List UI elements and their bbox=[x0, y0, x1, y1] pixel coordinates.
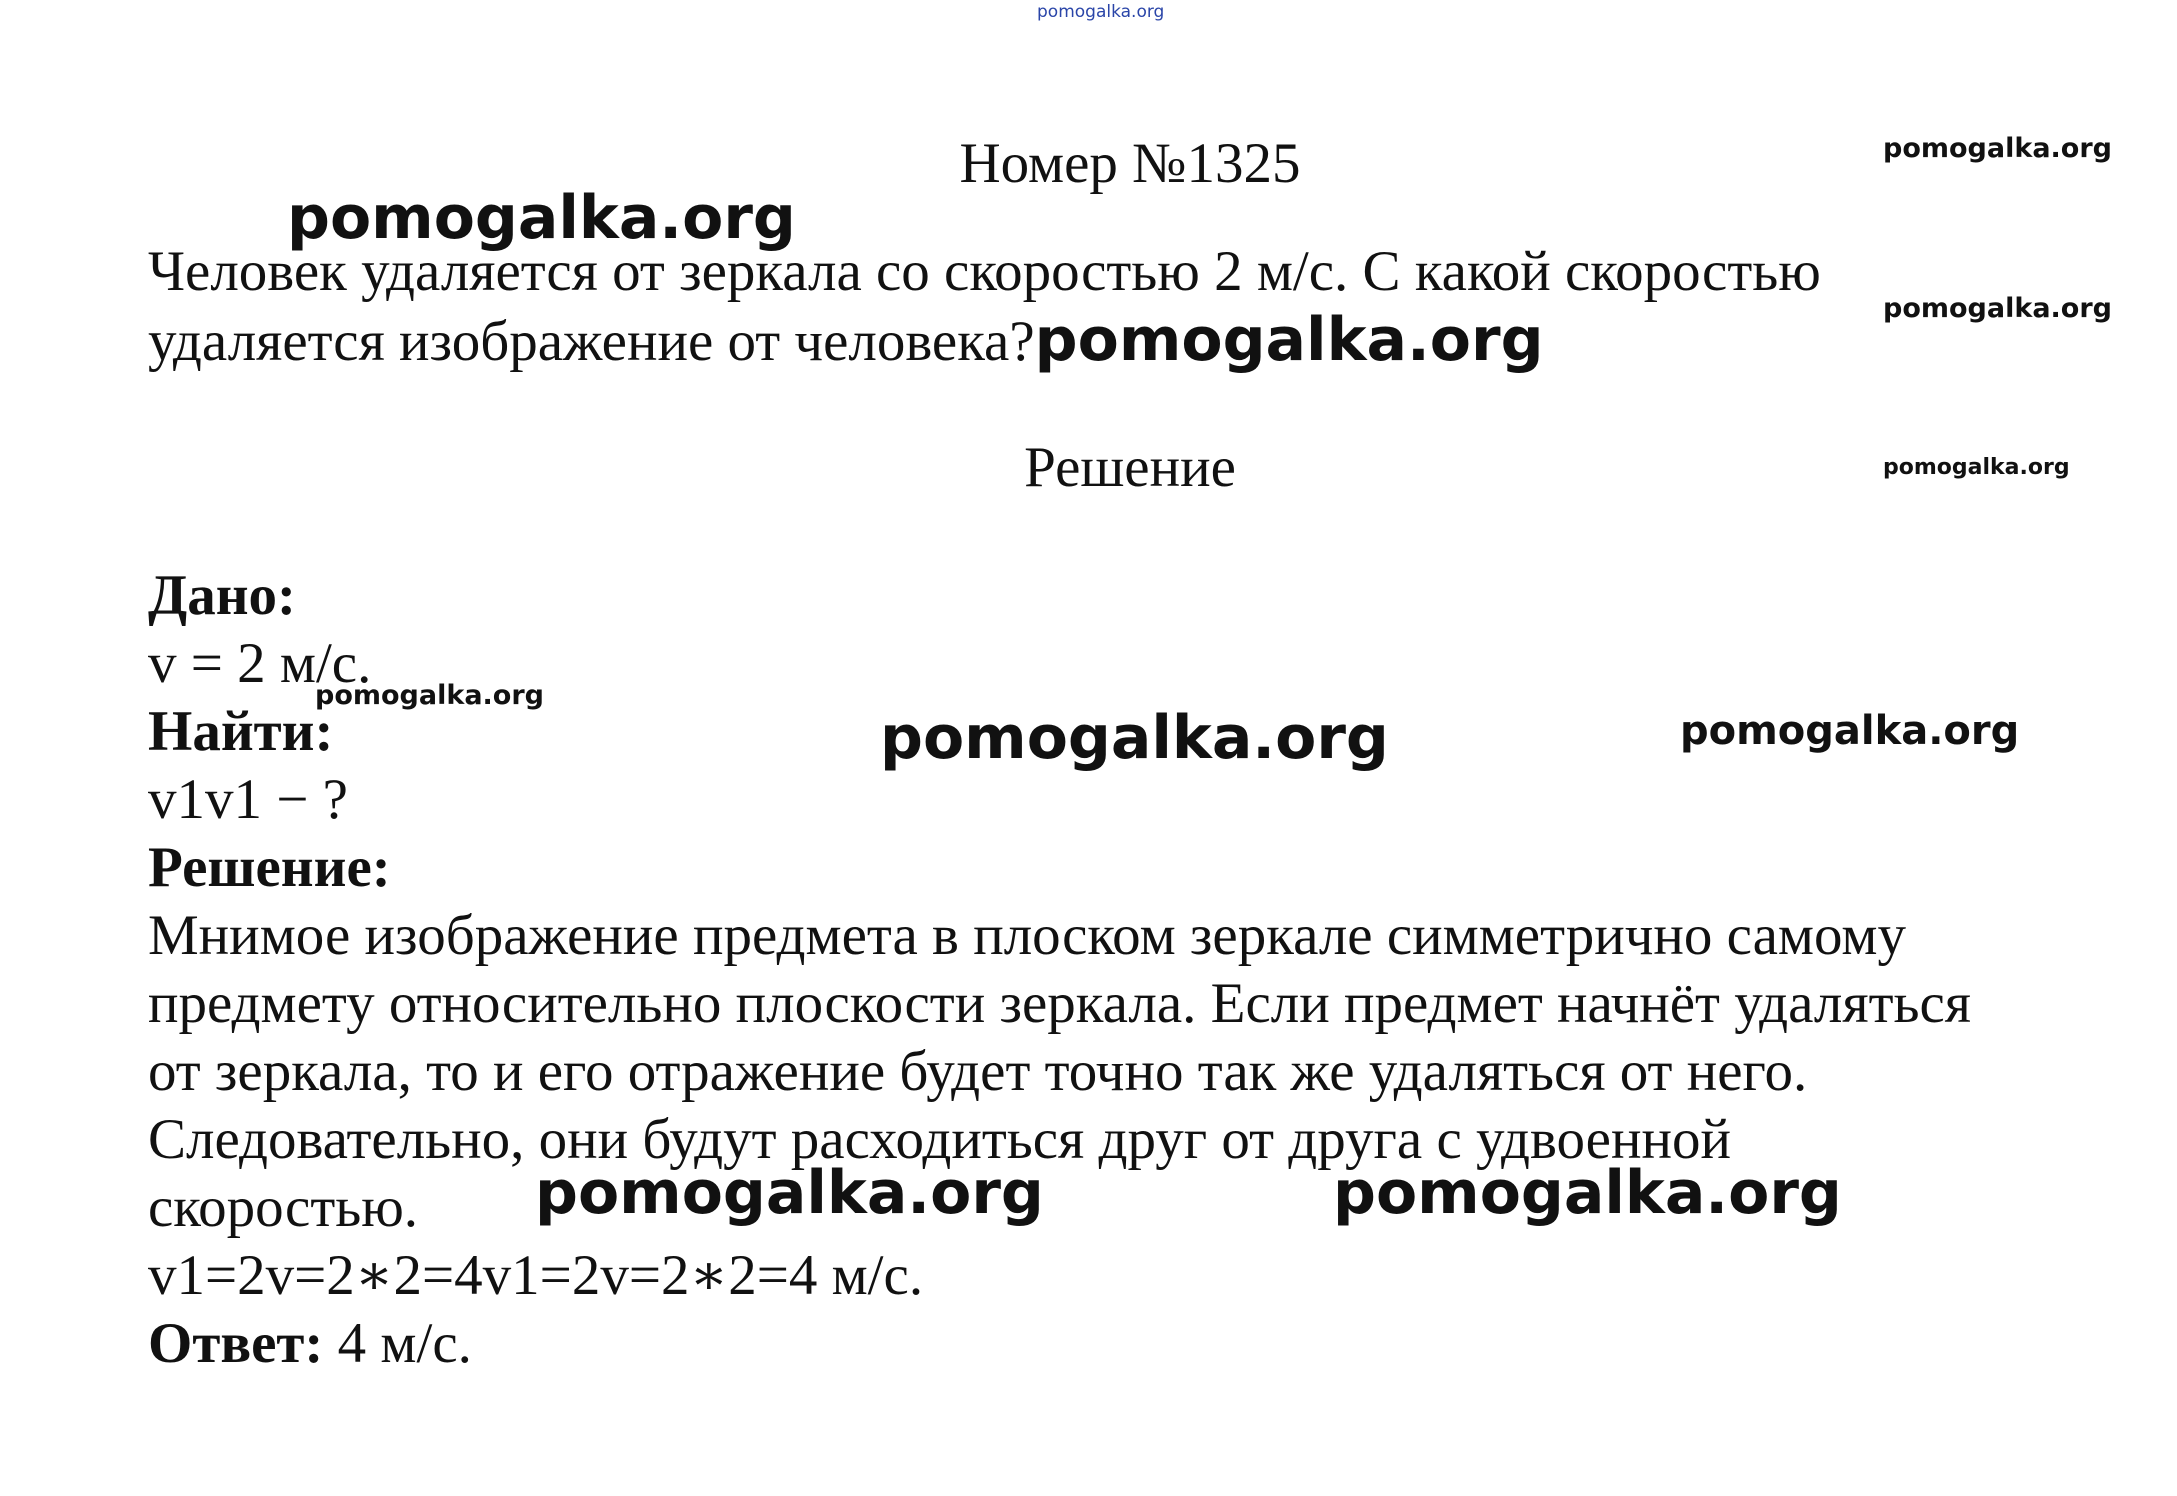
watermark-center-right: pomogalka.org bbox=[1680, 708, 2020, 754]
watermark-problem-inline: pomogalka.org bbox=[1034, 305, 1544, 375]
answer-value: 4 м/с. bbox=[323, 1312, 472, 1375]
watermark-title-right: pomogalka.org bbox=[1883, 133, 2112, 164]
problem-statement bbox=[148, 238, 2098, 376]
problem-line-1: Человек удаляется от зеркала со скоростью 2 м/с. С какой скоростью bbox=[148, 240, 1821, 303]
solution-body bbox=[148, 562, 2108, 1378]
find-label: Найти: bbox=[148, 700, 334, 763]
solution-label: Решение: bbox=[148, 836, 391, 899]
watermark-solution-right: pomogalka.org bbox=[1883, 455, 2070, 480]
given-value: v = 2 м/с. bbox=[148, 632, 372, 695]
watermark-above-problem: pomogalka.org bbox=[287, 183, 796, 253]
solution-line-3: от зеркала, то и его отражение будет точно так же удаляться от него. bbox=[148, 1040, 1808, 1103]
problem-line-2-text: удаляется изображение от человека? bbox=[148, 310, 1035, 373]
watermark-problem-right: pomogalka.org bbox=[1883, 293, 2112, 324]
problem-line-2 bbox=[148, 306, 2098, 376]
watermark-given-small: pomogalka.org bbox=[315, 680, 544, 711]
answer-row bbox=[148, 1310, 2108, 1378]
watermark-bottom-right: pomogalka.org bbox=[1333, 1158, 1842, 1228]
watermark-top: pomogalka.org bbox=[1037, 2, 1165, 22]
watermark-bottom-left: pomogalka.org bbox=[535, 1158, 1044, 1228]
solution-heading: Решение bbox=[1024, 436, 1236, 499]
solution-line-1: Мнимое изображение предмета в плоском зеркале симметрично самому bbox=[148, 904, 1906, 967]
given-label: Дано: bbox=[148, 564, 297, 627]
solution-line-2: предмету относительно плоскости зеркала. Если предмет начнёт удаляться bbox=[148, 972, 1971, 1035]
formula: v1=2v=2∗2=4v1=2v=2∗2=4 м/с. bbox=[148, 1244, 924, 1307]
answer-label: Ответ: bbox=[148, 1312, 324, 1375]
problem-title: Номер №1325 bbox=[959, 132, 1301, 195]
solution-line-5: скоростью. bbox=[148, 1176, 419, 1239]
watermark-center-big: pomogalka.org bbox=[880, 703, 1389, 773]
find-value: v1v1 − ? bbox=[148, 768, 348, 831]
solution-line-4: Следовательно, они будут расходиться друг от друга с удвоенной bbox=[148, 1108, 1731, 1171]
